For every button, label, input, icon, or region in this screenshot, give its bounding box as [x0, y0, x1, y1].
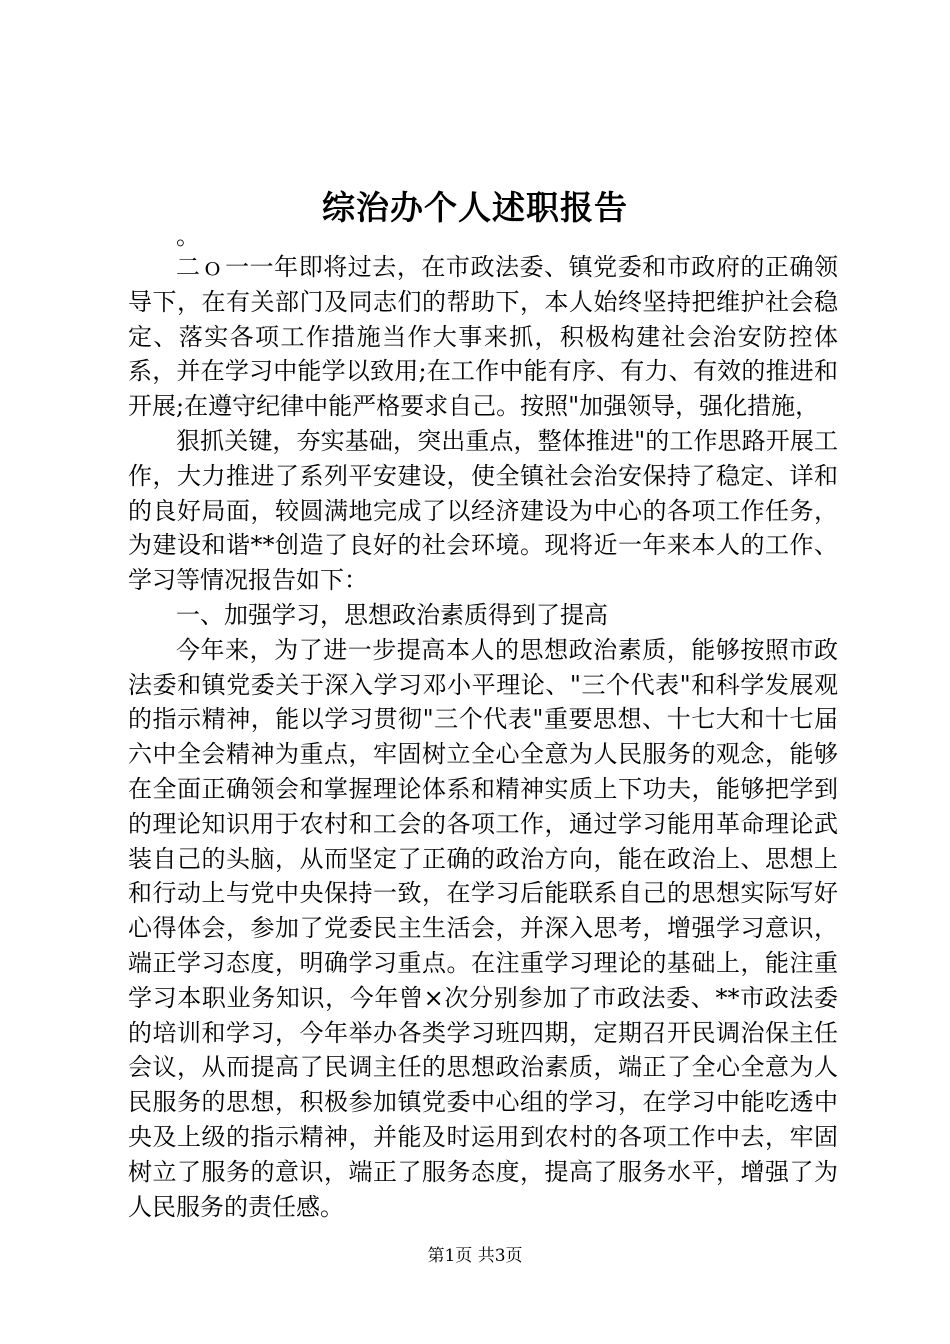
paragraph-intro-continued: 狠抓关键，夯实基础，突出重点，整体推进"的工作思路开展工作，大力推进了系列平安建设，使全镇社会治安保持了稳定、详和的良好局面，较圆满地完成了以经济建设为中心的各项工作任务，为建设和谐**创造了良好的社会环境。现将近一年来本人的工作、学习等情况报告如下：: [128, 426, 838, 595]
document-title: 综治办个人述职报告: [322, 188, 628, 227]
paragraph-lead-mark: 。: [176, 222, 200, 250]
section-heading-study: 一、加强学习，思想政治素质得到了提高: [176, 600, 608, 629]
document-body: [128, 222, 838, 1224]
paragraph-study: 今年来，为了进一步提高本人的思想政治素质，能够按照市政法委和镇党委关于深入学习邓小平理论、"三个代表"和科学发展观的指示精神，能以学习贯彻"三个代表"重要思想、十七大和十七届六中全会精神为重点，牢固树立全心全意为人民服务的观念，能够在全面正确领会和掌握理论体系和精神实质上下功夫，能够把学到的理论知识用于农村和工会的各项工作，通过学习能用革命理论武装自己的头脑，从而坚定了正确的政治方向，能在政治上、思想上和行动上与党中央保持一致，在学习后能联系自己的思想实际写好心得体会，参加了党委民主生活会，并深入思考，增强学习意识，端正学习态度，明确学习重点。在注重学习理论的基础上，能注重学习本职业务知识，今年曾×次分别参加了市政法委、**市政法委的培训和学习，今年举办各类学习班四期，定期召开民调治保主任会议，从而提高了民调主任的思想政治素质，端正了全心全意为人民服务的思想，积极参加镇党委中心组的学习，在学习中能吃透中央及上级的指示精神，并能及时运用到农村的各项工作中去，牢固树立了服务的意识，端正了服务态度，提高了服务水平，增强了为人民服务的责任感。: [128, 635, 838, 1221]
page-number-footer: 第1页 共3页: [427, 1246, 523, 1266]
paragraph-intro: 二ｏ一一年即将过去，在市政法委、镇党委和市政府的正确领导下，在有关部门及同志们的帮助下，本人始终坚持把维护社会稳定、落实各项工作措施当作大事来抓，积极构建社会治安防控体系，并在学习中能学以致用;在工作中能有序、有力、有效的推进和开展;在遵守纪律中能严格要求自己。按照"加强领导，强化措施，: [128, 253, 838, 421]
